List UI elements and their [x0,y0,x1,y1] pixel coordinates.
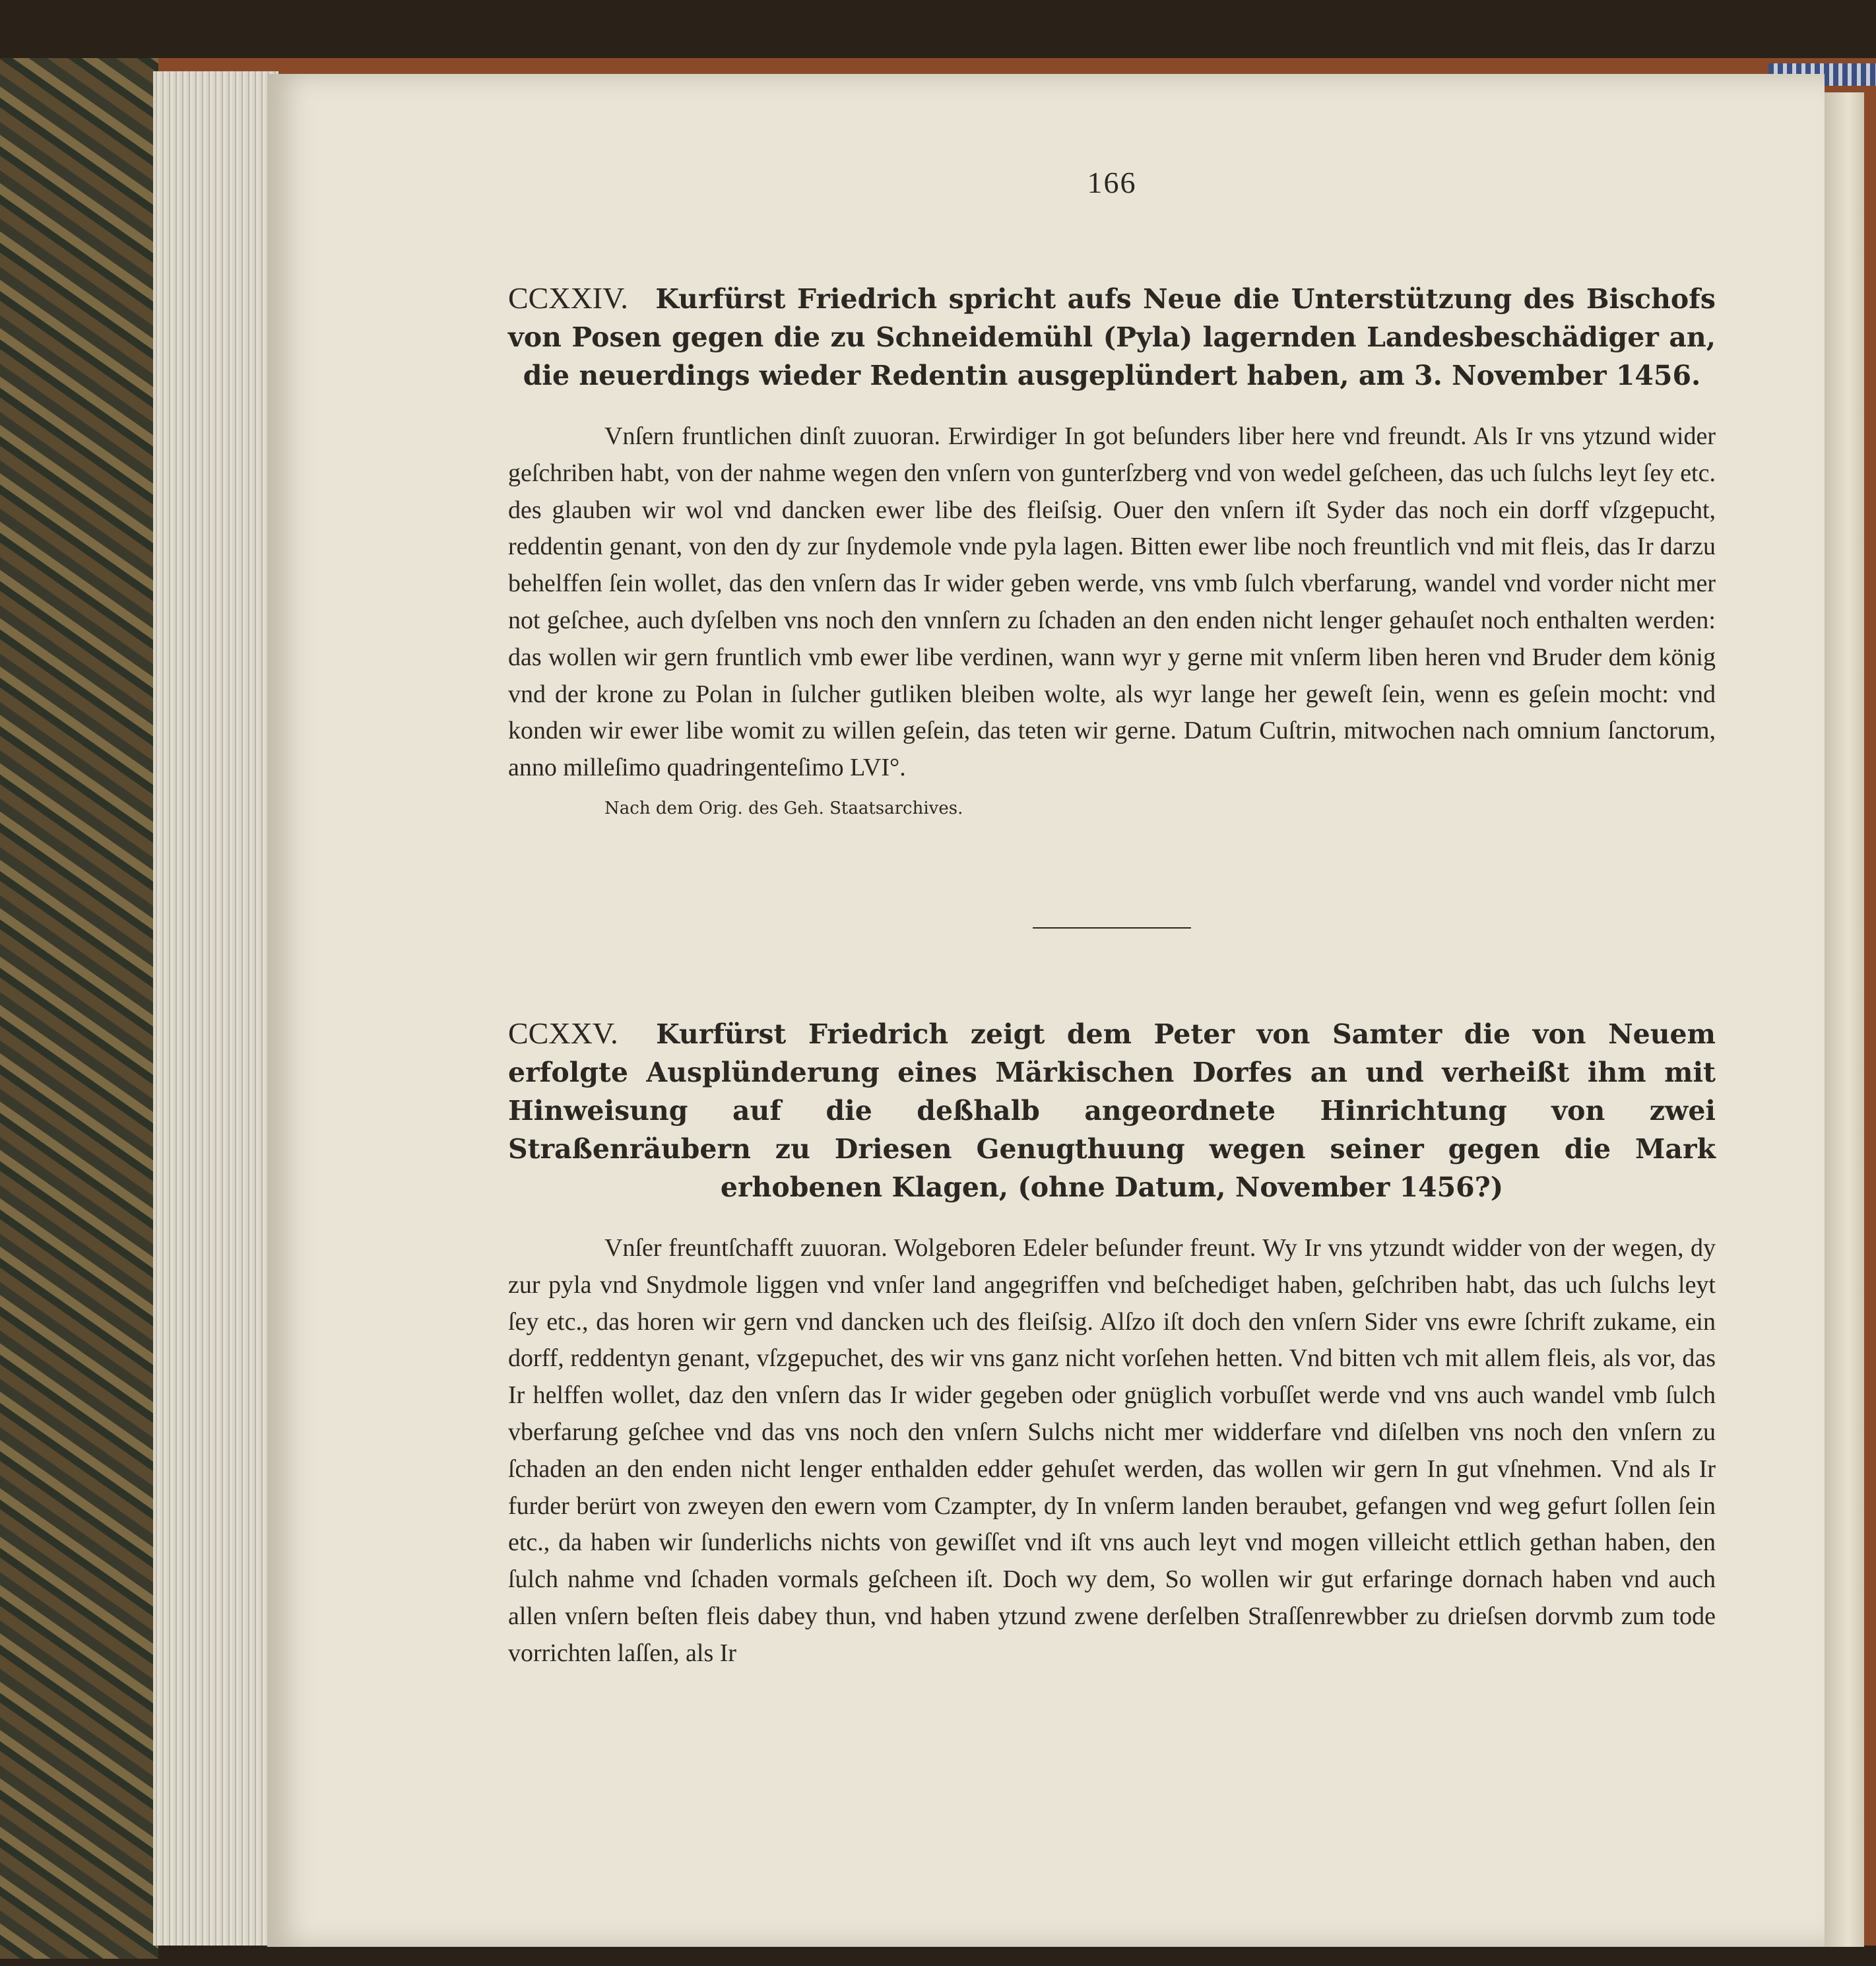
section-title: Kurfürst Friedrich spricht aufs Neue die Unterstützung des Bischofs von Posen gegen die zu Schneidemühl (Pyla) lagernden Landesbeschädiger an, die neuerdings wieder Redentin ausgeplündert haben, am 3. November 1456. [508,283,1716,391]
section-heading [508,1014,1716,1206]
section-numeral: CCXXV. [508,1016,618,1050]
section-body: Vnſern fruntlichen dinſt zuuoran. Erwirdiger In got beſunders liber here vnd freundt. Als Ir vns ytzund wider geſchriben habt, von der nahme wegen den vnſern von gunterſzberg vnd von wedel geſcheen, das uch ſulchs leyt ſey etc. des glauben wir wol vnd dancken ewer libe des fleiſsig. Ouer den vnſern iſt Syder das noch ein dorff vſzgepucht, reddentin genant, von den dy zur ſnydemole vnde pyla lagen. Bitten ewer libe noch freuntlich vnd mit fleis, das Ir darzu behelffen ſein wollet, das den vnſern das Ir wider geben werde, vns vmb ſulch vberfarung, wandel vnd vorder nicht mer not geſchee, auch dyſelben vns noch den vnnſern zu ſchaden an den enden nicht lenger gehauſet noch enthalten werden: das wollen wir gern fruntlich vmb ewer libe verdinen, wann wyr y gerne mit vnſerm liben heren vnd Bruder dem könig vnd der krone zu Polan in ſulcher gutliken bleiben wolte, als wyr lange her geweſt ſein, wenn es geſein mocht: vnd konden wir ewer libe womit zu willen geſein, das teten wir gerne. Datum Cuſtrin, mitwochen nach omnium ſanctorum, anno milleſimo quadringenteſimo LVI°. [508,422,1716,782]
section-divider [1033,927,1191,929]
facing-page-edge [1825,92,1864,1947]
section-heading [508,279,1716,395]
section-title: Kurfürst Friedrich zeigt dem Peter von Samter die von Neuem erfolgte Ausplünderung eines Märkischen Dorfes an und verheißt ihm mit Hinweisung auf die deßhalb angeordnete Hinrichtung von zwei Straßenräubern zu Driesen Genugthuung wegen seiner gegen die Mark erhobenen Klagen, (ohne Datum, November 1456?) [508,1018,1716,1203]
page-stack [153,71,278,1946]
page-content [508,165,1716,1672]
source-note: Nach dem Orig. des Geh. Staatsarchives. [604,798,963,818]
marbled-edge [0,58,158,1959]
page-number: 166 [1087,166,1137,199]
section-body: Vnſer freuntſchafft zuuoran. Wolgeboren Edeler beſunder freunt. Wy Ir vns ytzundt widder von der wegen, dy zur pyla vnd Snydmole liggen vnd vnſer land angegriffen vnd beſchediget haben, geſchriben habt, das uch ſulchs leyt ſey etc., das horen wir gern vnd dancken uch des fleiſsig. Alſzo iſt doch den vnſern Sider vns ewre ſchrift zukame, ein dorff, reddentyn genant, vſzgepuchet, des wir vns ganz nicht vorſehen hetten. Vnd bitten vch mit allem fleis, als vor, das Ir helffen wollet, daz den vnſern das Ir wider gegeben oder gnüglich vorbuſſet werde vnd vns auch wandel vmb ſulch vberfarung geſchee vnd das vns noch den vnſern Sulchs nicht mer widderfare vnd diſelben vns noch den vnſern zu ſchaden an den enden nicht lenger enthalden edder gehuſet werden, das wollen wir gern In gut vſnehmen. Vnd als Ir furder berürt von zweyen den ewern vom Czampter, dy In vnſerm landen beraubet, gefangen vnd weg gefurt ſollen ſein etc., da haben wir ſunderlichs nichts von gewiſſet vnd iſt vns auch leyt vnd mogen villeicht ettlich gethan haben, den ſulch nahme vnd ſchaden vormals geſcheen iſt. Doch wy dem, So wollen wir gut erfaringe dornach haben vnd auch allen vnſern beſten fleis dabey thun, vnd haben ytzund zwene derſelben Straſſenrewbber zu drieſsen dorvmb zum tode vorrichten laſſen, als Ir [508,1233,1716,1667]
section-numeral: CCXXIV. [508,281,628,315]
